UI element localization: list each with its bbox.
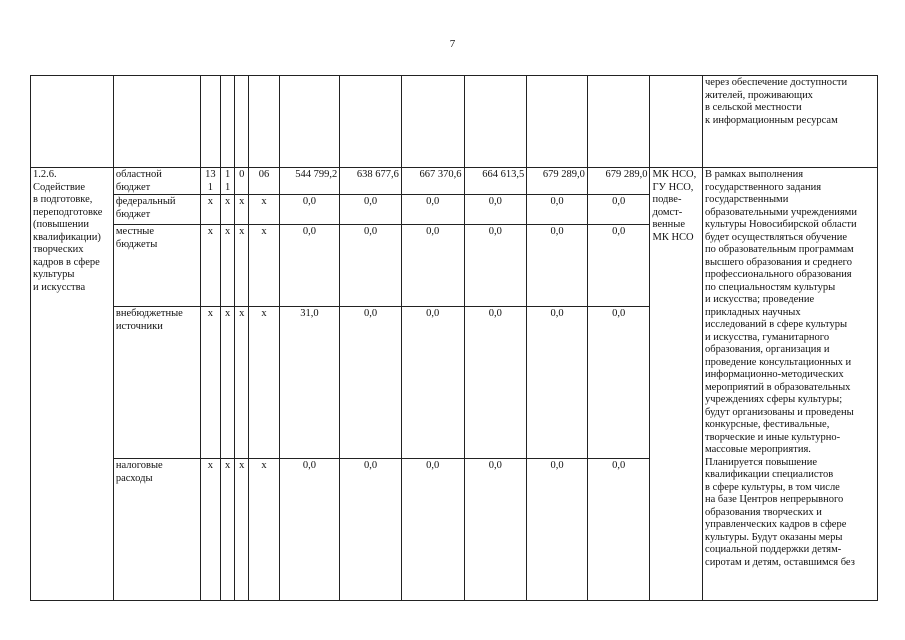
value-cell: 0,0: [527, 225, 588, 307]
code-cell: x: [235, 195, 249, 225]
cell-empty: [113, 76, 200, 168]
cell-empty: [527, 76, 588, 168]
value-cell: 0,0: [279, 225, 340, 307]
code-cell: 11: [221, 168, 235, 195]
code-cell: 0: [235, 168, 249, 195]
code-cell: x: [200, 307, 220, 459]
source-name: федеральный бюджет: [113, 195, 200, 225]
code-cell: x: [200, 225, 220, 307]
value-cell: 0,0: [527, 195, 588, 225]
value-cell: 0,0: [279, 195, 340, 225]
cell-empty: [464, 76, 527, 168]
code-cell: 131: [200, 168, 220, 195]
measure-name: Содействие в подготовке, переподготовке (повышении квалификации) творческих кадров в сфере культуры и искусства: [33, 181, 103, 293]
value-cell: 0,0: [340, 307, 402, 459]
cell-empty: [200, 76, 220, 168]
value-cell: 0,0: [587, 195, 650, 225]
measure-description: В рамках выполнения государственного задания государственными образовательными учреждениями культуры Новосибирской области будет осуществляться обучение по образовательным программам высшего образования и среднего профессионального образования по специальностям культуры и искусства; проведение прикладных научных исследований в сфере культуры и искусства, гуманитарного образования, организация и проведение консультационных и информационно-методических мероприятий в образовательных учреждениях сферы культуры; будут организованы и проведены конкурсные, фестивальные, творческие и иные культурно- массовые мероприятия. Планируется повышение квалификации специалистов в сфере культуры, в том числе на базе Центров непрерывного образования творческих и управленческих кадров в сфере культуры. Будут оказаны меры социальной поддержки детям- сиротам и детям, оставшимся без: [703, 168, 878, 601]
value-cell: 0,0: [340, 225, 402, 307]
value-cell: 0,0: [527, 307, 588, 459]
value-cell: 0,0: [464, 195, 527, 225]
cell-empty: [221, 76, 235, 168]
source-name: местные бюджеты: [113, 225, 200, 307]
value-cell: 0,0: [464, 459, 527, 601]
value-cell: 0,0: [464, 225, 527, 307]
measure-code: 1.2.6.: [33, 169, 57, 180]
value-cell: 0,0: [401, 307, 464, 459]
value-cell: 638 677,6: [340, 168, 402, 195]
value-cell: 679 289,0: [587, 168, 650, 195]
value-cell: 31,0: [279, 307, 340, 459]
code-cell: x: [249, 459, 279, 601]
continuation-description: через обеспечение доступности жителей, проживающих в сельской местности к информационным ресурсам: [703, 76, 878, 168]
cell-empty: [340, 76, 402, 168]
cell-empty: [279, 76, 340, 168]
value-cell: 0,0: [279, 459, 340, 601]
value-cell: 0,0: [527, 459, 588, 601]
value-cell: 0,0: [587, 307, 650, 459]
cell-empty: [587, 76, 650, 168]
value-cell: 0,0: [401, 459, 464, 601]
cell-empty: [401, 76, 464, 168]
cell-empty: [31, 76, 114, 168]
value-cell: 0,0: [587, 459, 650, 601]
code-cell: 06: [249, 168, 279, 195]
code-cell: x: [249, 307, 279, 459]
code-cell: x: [200, 459, 220, 601]
source-name: налоговые расходы: [113, 459, 200, 601]
value-cell: 0,0: [587, 225, 650, 307]
source-name: внебюджетные источники: [113, 307, 200, 459]
page-number: 7: [449, 38, 456, 50]
code-cell: x: [221, 225, 235, 307]
budget-table: [30, 75, 878, 601]
value-cell: 664 613,5: [464, 168, 527, 195]
cell-empty: [235, 76, 249, 168]
code-cell: x: [200, 195, 220, 225]
code-cell: x: [235, 459, 249, 601]
value-cell: 679 289,0: [527, 168, 588, 195]
cell-empty: [650, 76, 703, 168]
value-cell: 0,0: [464, 307, 527, 459]
table-row-source: [31, 168, 878, 195]
measure-code-name: [31, 168, 114, 601]
code-cell: x: [249, 225, 279, 307]
value-cell: 0,0: [401, 195, 464, 225]
code-cell: x: [249, 195, 279, 225]
source-name: областной бюджет: [113, 168, 200, 195]
cell-empty: [249, 76, 279, 168]
value-cell: 0,0: [340, 459, 402, 601]
executor-cell: МК НСО, ГУ НСО, подве- домст- венные МК НСО: [650, 168, 703, 601]
code-cell: x: [221, 459, 235, 601]
value-cell: 544 799,2: [279, 168, 340, 195]
code-cell: x: [221, 307, 235, 459]
table-row-continuation: [31, 76, 878, 168]
code-cell: x: [221, 195, 235, 225]
code-cell: x: [235, 225, 249, 307]
value-cell: 0,0: [401, 225, 464, 307]
code-cell: x: [235, 307, 249, 459]
value-cell: 667 370,6: [401, 168, 464, 195]
value-cell: 0,0: [340, 195, 402, 225]
